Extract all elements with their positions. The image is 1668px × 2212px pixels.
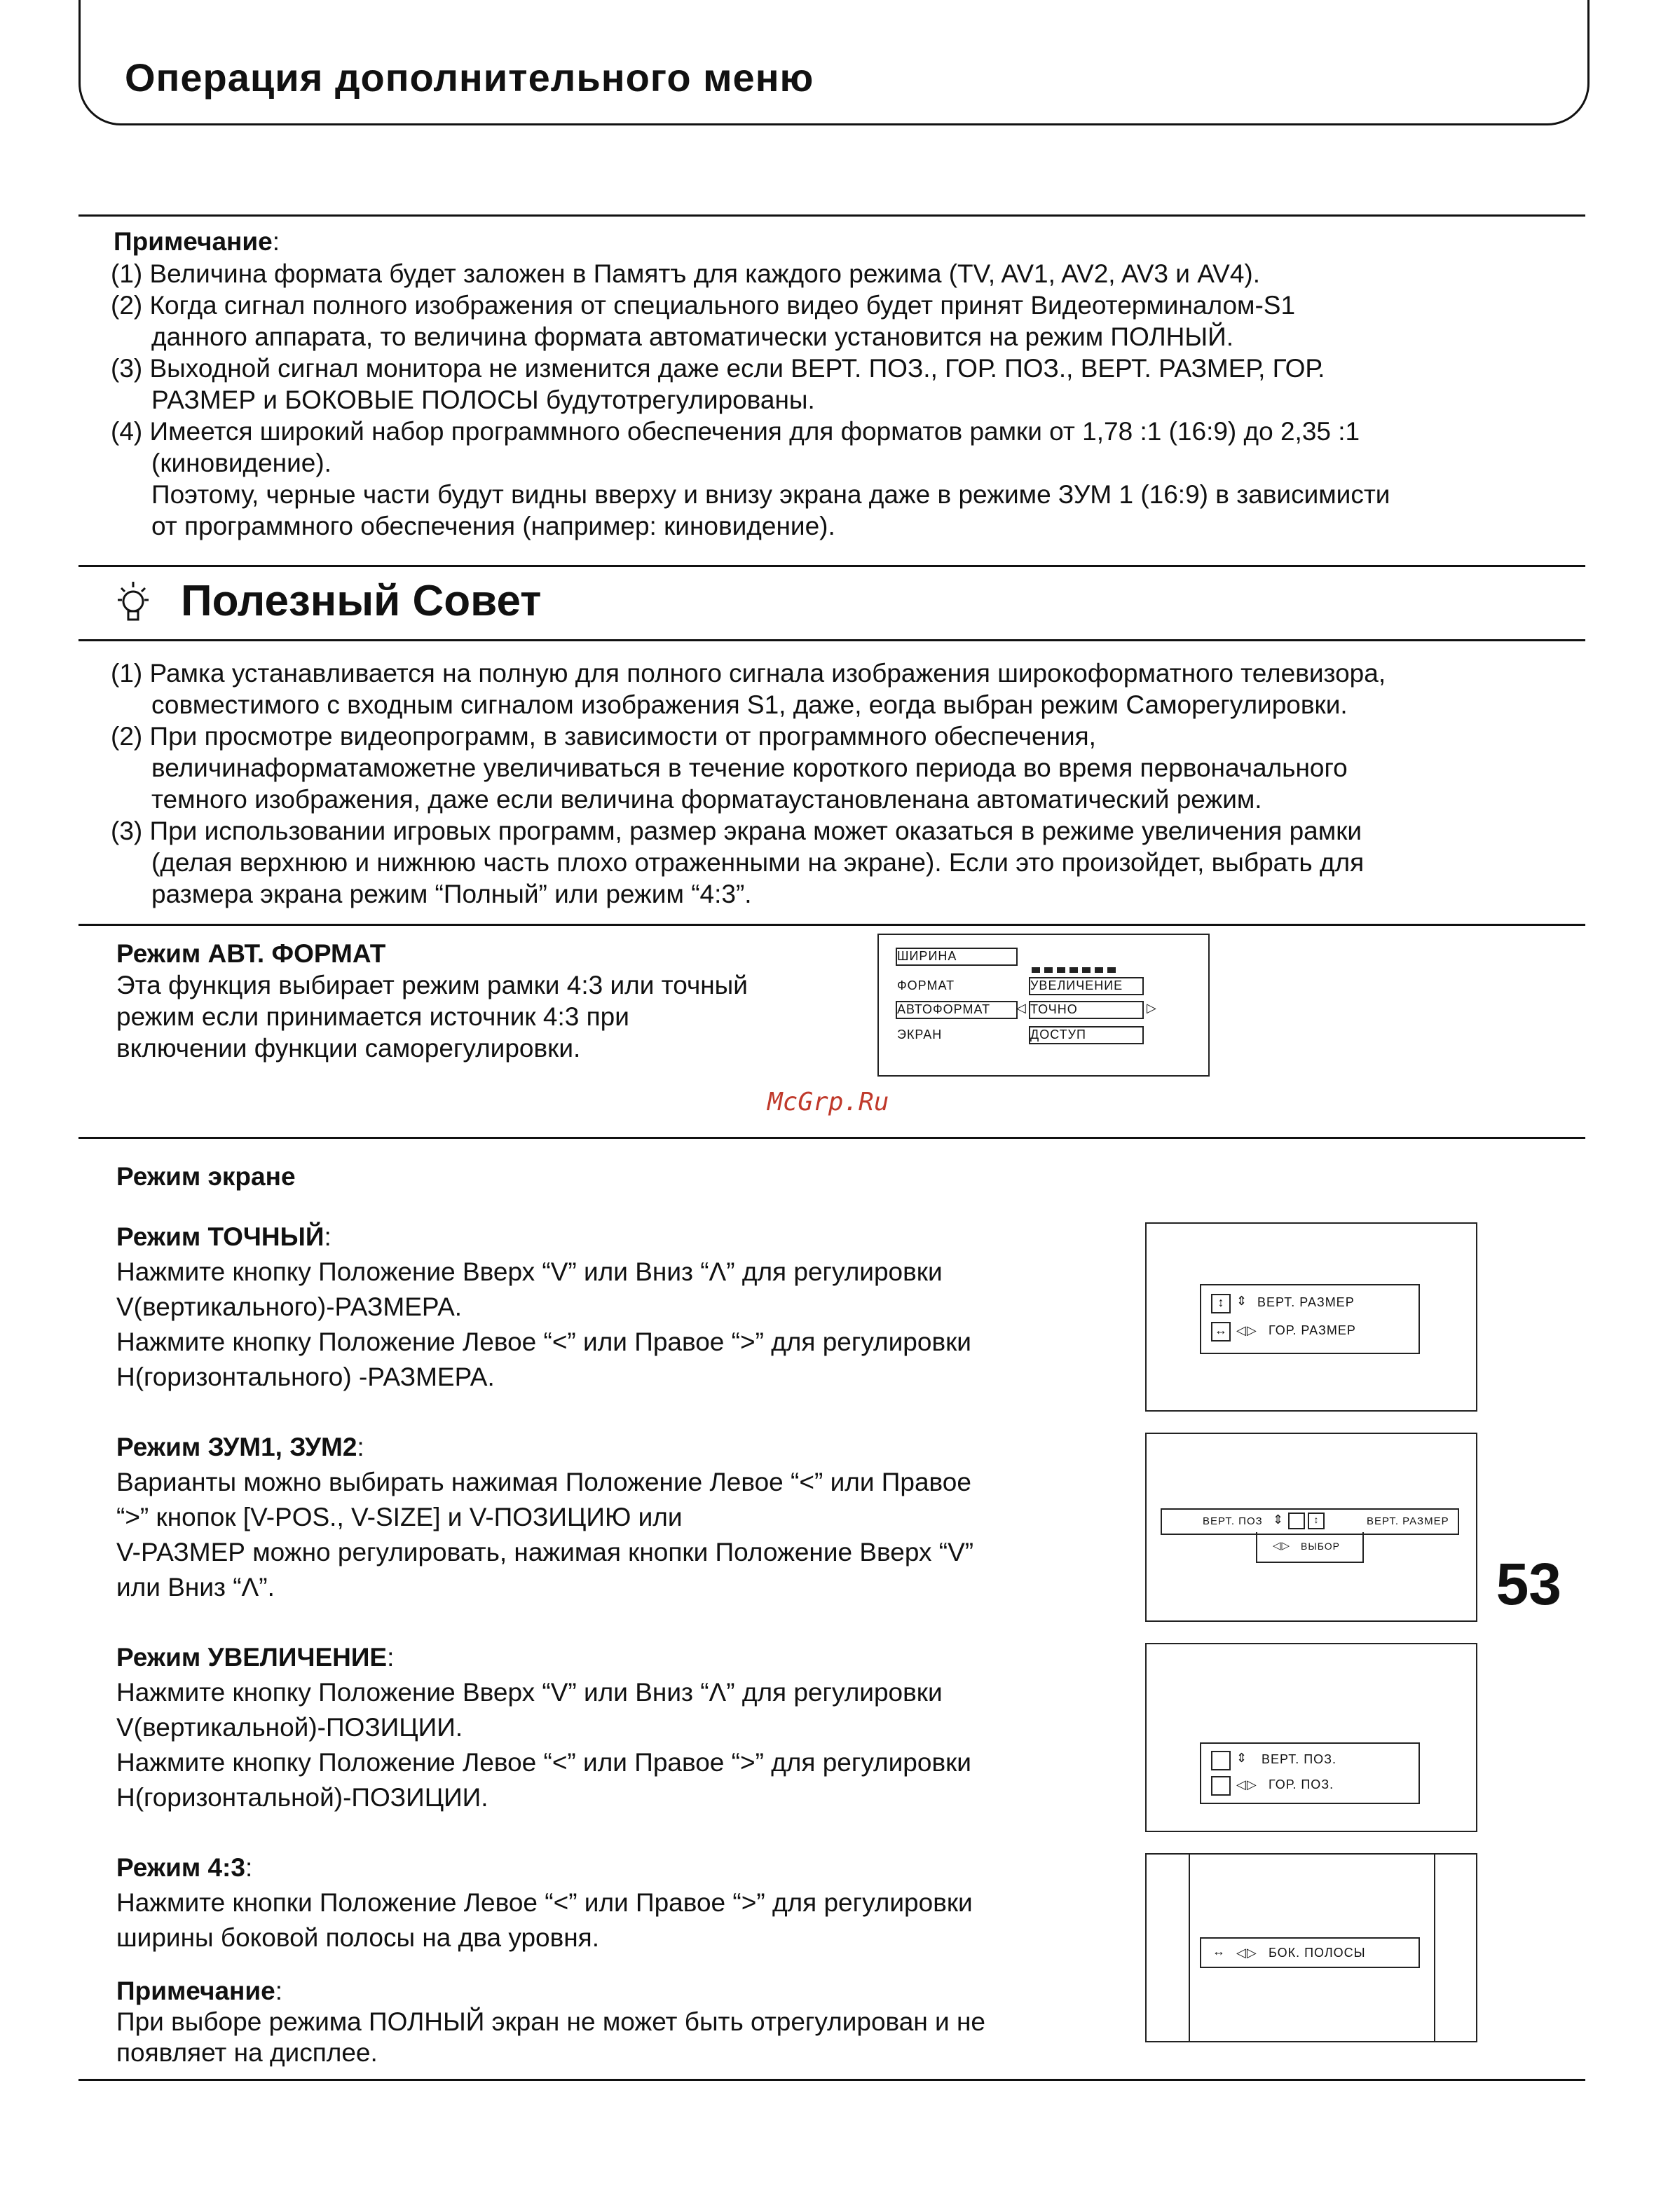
note-item: (1) Величина формата будет заложен в Памятъ для каждого режима (TV, AV1, AV2, AV3 и AV4). — [111, 259, 1261, 288]
note-item: (2) Когда сигнал полного изображения от специального видео будет принят Видеотерминалом-S1 — [111, 291, 1296, 320]
four-three-text: Нажмите кнопки Положение Левое “<” или Правое “>” для регулировки — [116, 1888, 973, 1917]
osd-select-panel — [1256, 1532, 1364, 1563]
osd-label: ГОР. РАЗМЕР — [1269, 1323, 1356, 1337]
left-right-icon: ◁▷ — [1236, 1946, 1257, 1960]
osd-label: ВЫБОР — [1301, 1541, 1340, 1552]
precise-text: H(горизонтального) -РАЗМЕРА. — [116, 1363, 495, 1391]
osd-panel — [1200, 1937, 1420, 1968]
zoom-heading: Режим ЗУМ1, ЗУМ2: — [116, 1433, 364, 1461]
osd-label: ВЕРТ. ПОЗ — [1203, 1515, 1263, 1527]
vertical-position-icon — [1211, 1751, 1231, 1770]
note-text: При выборе режима ПОЛНЫЙ экран не может быть отрегулирован и не — [116, 2007, 986, 2036]
menu-item-autoformat: АВТОФОРМАТ — [896, 1001, 1018, 1019]
divider — [78, 924, 1585, 926]
vertical-position-icon — [1288, 1513, 1305, 1529]
tip-item: темного изображения, даже если величина форматаустановленана автоматический режим. — [151, 785, 1262, 814]
zoom-text: Варианты можно выбирать нажимая Положение Левое “<” или Правое — [116, 1468, 971, 1496]
menu-item-format: ФОРМАТ — [897, 978, 955, 992]
osd-panel — [1200, 1284, 1420, 1354]
precise-text: Нажмите кнопку Положение Вверх “V” или Вниз “Λ” для регулировки — [116, 1257, 943, 1286]
tip-item: (3) При использовании игровых программ, размер экрана может оказаться в режиме увеличения рамки — [111, 817, 1362, 845]
note-heading: Примечание: — [114, 227, 280, 256]
tip-title: Полезный Совет — [181, 577, 542, 625]
precise-text: V(вертикального)-РАЗМЕРА. — [116, 1292, 463, 1321]
enlarge-text: V(вертикальной)-ПОЗИЦИИ. — [116, 1713, 463, 1742]
osd-label: ВЕРТ. РАЗМЕР — [1257, 1295, 1355, 1309]
osd-display-zoom — [1145, 1433, 1477, 1622]
tip-item: (1) Рамка устанавливается на полную для полного сигнала изображения широкоформатного телевизора, — [111, 659, 1386, 688]
horizontal-position-icon — [1211, 1776, 1231, 1796]
precise-text: Нажмите кнопку Положение Левое “<” или Правое “>” для регулировки — [116, 1327, 971, 1356]
note-item: (3) Выходной сигнал монитора не изменится даже если ВЕРТ. ПОЗ., ГОР. ПОЗ., ВЕРТ. РАЗМЕР, ГОР. — [111, 354, 1325, 383]
side-bar-line — [1434, 1855, 1435, 2041]
up-down-icon: ⇕ — [1236, 1294, 1248, 1308]
note-item: Поэтому, черные части будут видны вверху и внизу экрана даже в режиме ЗУМ 1 (16:9) в зависимисти — [151, 480, 1390, 509]
enlarge-text: Нажмите кнопку Положение Вверх “V” или Вниз “Λ” для регулировки — [116, 1678, 943, 1707]
note-item: (киновидение). — [151, 449, 331, 477]
divider — [78, 565, 1585, 567]
osd-label: ВЕРТ. РАЗМЕР — [1367, 1515, 1449, 1527]
left-right-icon: ◁▷ — [1236, 1323, 1257, 1337]
autoformat-text: включении функции саморегулировки. — [116, 1034, 581, 1063]
watermark: McGrp.Ru — [767, 1088, 889, 1117]
right-arrow-icon: ▷ — [1147, 1001, 1157, 1015]
page-title: Операция дополнительного меню — [125, 55, 814, 100]
osd-panel — [1200, 1742, 1420, 1804]
horizontal-size-icon: ↔ — [1211, 1322, 1231, 1341]
note-item: (4) Имеется широкий набор программного обеспечения для форматов рамки от 1,78 :1 (16:9) до 2,35 :1 — [111, 417, 1360, 446]
divider — [78, 639, 1585, 641]
vertical-size-icon: ↕ — [1308, 1513, 1325, 1529]
enlarge-heading: Режим УВЕЛИЧЕНИЕ: — [116, 1643, 395, 1672]
up-down-icon: ⇕ — [1273, 1513, 1285, 1527]
tip-item: величинаформатаможетне увеличиваться в течение короткого периода во время первоначального — [151, 753, 1348, 782]
tip-item: совместимого с входным сигналом изображения S1, даже, еогда выбран режим Саморегулировки. — [151, 690, 1348, 719]
autoformat-text: режим если принимается источник 4:3 при — [116, 1002, 629, 1031]
divider — [78, 2079, 1585, 2081]
zoom-text: V-РАЗМЕР можно регулировать, нажимая кнопки Положение Вверх “V” — [116, 1538, 974, 1566]
note-item: от программного обеспечения (например: киновидение). — [151, 512, 835, 540]
vertical-size-icon: ↕ — [1211, 1294, 1231, 1313]
zoom-text: или Вниз “Λ”. — [116, 1573, 275, 1602]
autoformat-value: ТОЧНО — [1029, 1001, 1144, 1019]
page-number: 53 — [1496, 1551, 1561, 1617]
autoformat-text: Эта функция выбирает режим рамки 4:3 или точный — [116, 971, 748, 999]
menu-item-screen: ЭКРАН — [897, 1028, 943, 1042]
screen-value: ДОСТУП — [1029, 1026, 1144, 1044]
osd-menu — [877, 934, 1210, 1077]
osd-display-precise — [1145, 1222, 1477, 1412]
osd-display-four-three — [1145, 1853, 1477, 2042]
divider — [78, 1137, 1585, 1139]
lightbulb-icon — [112, 579, 154, 628]
side-bar-icon: ↔ — [1212, 1944, 1226, 1958]
left-arrow-icon: ◁ — [1016, 1001, 1027, 1015]
four-three-text: ширины боковой полосы на два уровня. — [116, 1923, 599, 1952]
osd-label: ГОР. ПОЗ. — [1269, 1777, 1334, 1791]
enlarge-text: H(горизонтальной)-ПОЗИЦИИ. — [116, 1783, 488, 1812]
enlarge-text: Нажмите кнопку Положение Левое “<” или Правое “>” для регулировки — [116, 1748, 971, 1777]
note-item: данного аппарата, то величина формата автоматически установится на режим ПОЛНЫЙ. — [151, 322, 1234, 351]
four-three-heading: Режим 4:3: — [116, 1853, 253, 1882]
format-indicator — [1032, 967, 1116, 973]
precise-heading: Режим ТОЧНЫЙ: — [116, 1222, 331, 1251]
tip-item: (делая верхнюю и нижнюю часть плохо отраженными на экране). Если это произойдет, выбрать для — [151, 848, 1365, 877]
osd-display-enlarge — [1145, 1643, 1477, 1832]
osd-panel — [1161, 1508, 1459, 1535]
note-item: РАЗМЕР и БОКОВЫЕ ПОЛОСЫ будутотрегулированы. — [151, 385, 815, 414]
menu-item-width: ШИРИНА — [896, 948, 1018, 966]
note-heading: Примечание: — [116, 1977, 282, 2005]
format-value: УВЕЛИЧЕНИЕ — [1029, 977, 1144, 995]
osd-label: ВЕРТ. ПОЗ. — [1262, 1752, 1337, 1766]
zoom-text: “>” кнопок [V-POS., V-SIZE] и V-ПОЗИЦИЮ или — [116, 1503, 683, 1531]
note-text: появляет на дисплее. — [116, 2038, 378, 2067]
autoformat-heading: Режим АВТ. ФОРМАТ — [116, 939, 386, 968]
up-down-icon: ⇕ — [1236, 1751, 1248, 1765]
left-right-icon: ◁▷ — [1273, 1540, 1291, 1552]
osd-label: БОК. ПОЛОСЫ — [1269, 1946, 1366, 1960]
tip-item: (2) При просмотре видеопрограмм, в зависимости от программного обеспечения, — [111, 722, 1096, 751]
divider — [78, 214, 1585, 217]
left-right-icon: ◁▷ — [1236, 1777, 1257, 1791]
screen-modes-heading: Режим экране — [116, 1162, 296, 1191]
side-bar-line — [1189, 1855, 1190, 2041]
tip-item: размера экрана режим “Полный” или режим “4:3”. — [151, 880, 752, 908]
